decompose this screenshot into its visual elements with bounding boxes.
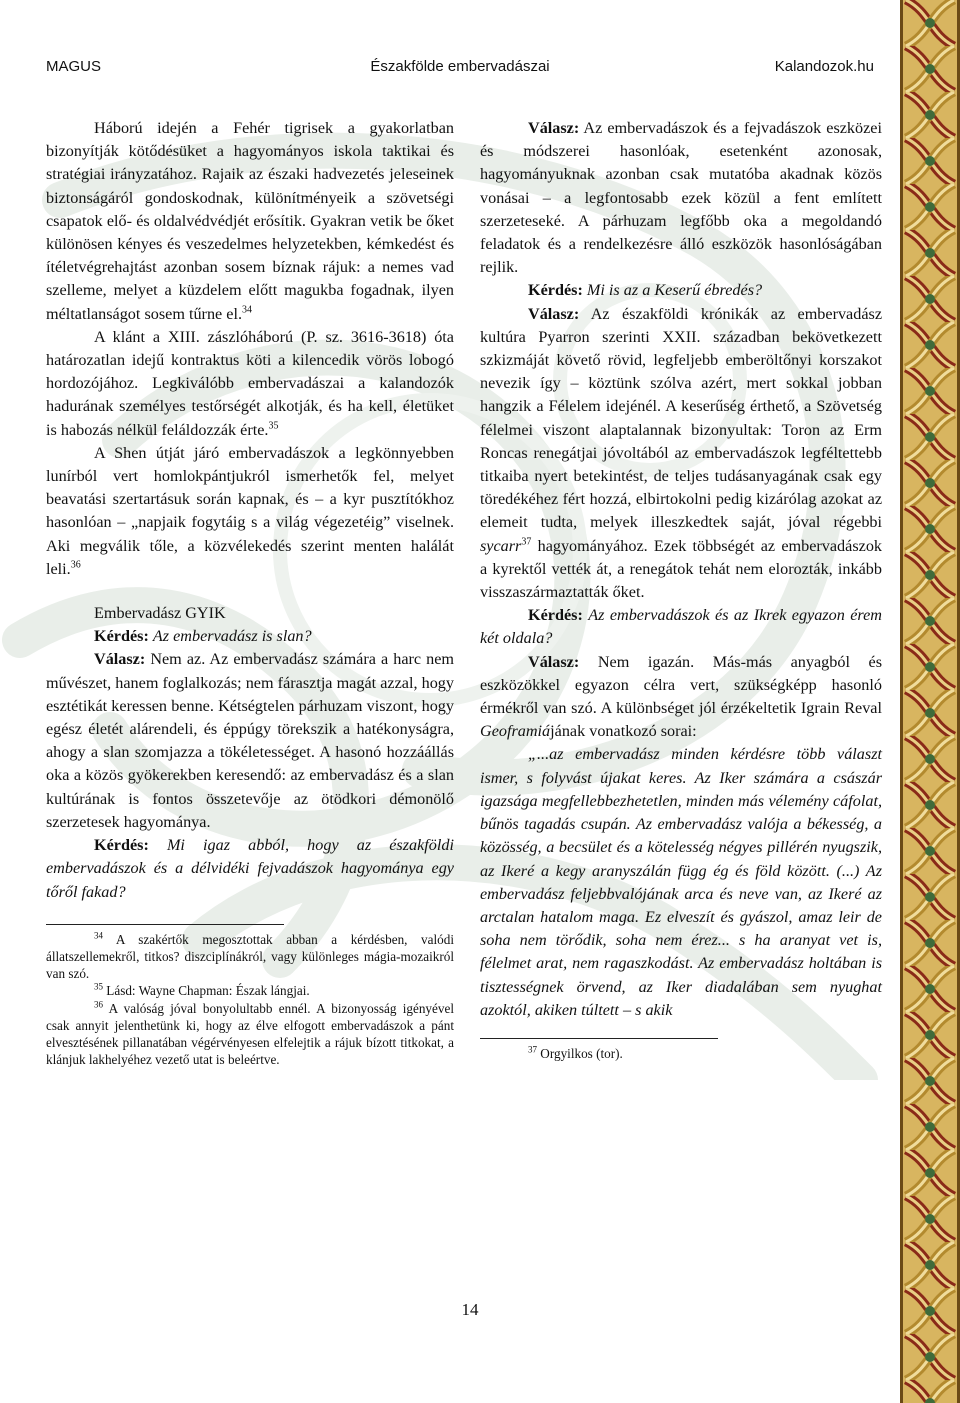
paragraph-clan-contract: A klánt a XIII. zászlóháború (P. sz. 3616-3618) óta határozatlan idejű kontraktus köti a kilencedik vörös lobogó hordozójához. Legkiválóbb embervadászai a kalandozók hadurának személyes testőrségét alkotják, és ha kell, életüket is habozás nélkül feláldozzák érte.$^{35}$: [46, 327, 454, 439]
footnote-divider: [46, 924, 284, 925]
footnote-divider-right: [480, 1038, 718, 1039]
answer-4: Válasz: Nem igazán. Más-más anyagból és eszközökkel egyazon célra vert, szükségképp hasonló érmékről van szó. A különbséget jól érzékeltetik Igrain Reval Geoframiájának vonatkozó sorai:: [480, 652, 883, 741]
footnote-37: $^{37}$ Orgyilkos (tor).: [528, 1044, 623, 1061]
answer-2: Válasz: Az embervadászok és a fejvadászok eszközei és módszerei hasonlóak, esetenként azonosak, hagyományuknak azonban csak mutatóba akadnak közös vonásai – a legfontosabb ezek közül a fent említett szerzeteseké. A párhuzam legfőbb oka a megoldandó feladatok és a rendelkezésre álló eszközök hasonlóságában rejlik.: [480, 119, 882, 277]
footnote-ref-36[interactable]: 36: [70, 559, 81, 571]
question-1: Kérdés: Az embervadász is slan?: [94, 627, 312, 646]
page-number: 14: [461, 1300, 479, 1319]
gyik-heading: Embervadász GYIK: [94, 604, 226, 623]
footnote-ref-37[interactable]: 37: [521, 536, 532, 548]
question-2: Kérdés: Mi igaz abból, hogy az északföldi embervadászok és a délvidéki fejvadászok hagyománya egy tőről fakad?: [46, 836, 454, 901]
left-column: [46, 117, 454, 1068]
question-3: Kérdés: Mi is az a Keserű ébredés?: [528, 281, 763, 300]
footnote-ref-35[interactable]: 35: [268, 420, 279, 432]
right-column: [480, 117, 882, 1062]
footnote-35: $^{35}$ Lásd: Wayne Chapman: Észak lángjai.: [94, 981, 310, 999]
footnote-36: $^{36}$ A valóság jóval bonyolultabb ennél. A bizonyosság igényével csak annyit jelenthetünk ki, hogy az élve elfogott embervadászok a pánt elvesztésének pillanatában végérvényesen elfelejtik a rájuk bízott titkokat, a klánjuk lakhelyéhez vezető utat is beleértve.: [46, 999, 454, 1068]
page-header: [46, 58, 874, 80]
answer-3: Válasz: Az északföldi krónikák az embervadász kultúra Pyarron szerinti XXII. században bekövetkezett szkizmáját követő rövid, legfeljebb emberöltőnyi korszakot nevezik így – köztünk szólva azért, mert sokkal jobban hangzik a Félelem idejénél. A keserűség érthető, a Szövetség félelmei viszont alaptalannak bizonyultak: Toron az Erm Roncas renegátjai jóvoltából az embervadászok legféltettebb titkaiba nyert betekintést, de teljes tudásanyagának csak egy töredékéhez fért hozzá, elbirtokolni pedig kizárólag azokat az elemeit tudta, melyek illeszkedtek saját, jóval régebbi sycarr$^{37}$ hagyományához. Ezek többségét az embervadászok a kyrektől vették át, a renegátok tehát nem elorozták, inkább visszaszármaztatták őket.: [480, 304, 883, 602]
footnote-ref-34[interactable]: 34: [242, 304, 252, 316]
decorative-border: [900, 0, 960, 1403]
question-4: Kérdés: Az embervadászok és az Ikrek egyazon érem két oldala?: [480, 606, 882, 648]
header-right: Kalandozok.hu: [774, 58, 874, 75]
footnote-34: $^{34}$ A szakértők megosztottak abban a kérdésben, valódi állatszellemekről, titkos? diszciplínákról, vagy különleges mágia-mozaikról van szó.: [46, 930, 454, 982]
header-title: Északfölde embervadászai: [370, 58, 550, 75]
header-left: MAGUS: [46, 58, 102, 75]
answer-1: Válasz: Nem az. Az embervadász számára a harc nem művészet, hanem foglalkozás; nem fárasztja magát azzal, hogy esztétikát keressen benne. Kétségtelen párhuzam viszont, hogy egész életét alárendeli, és éppúgy törekszik a hatékonyságra, ahogy a slan szomjazza a tökéletességet. A hasonó hozzáállás oka a közös gyökerekben keresendő: az embervadász és a slan kultúrának is fontos összetevője az ötödkori démonölő szerzetesek hagyománya.: [46, 650, 455, 831]
paragraph-white-tigers: Háború idején a Fehér tigrisek a gyakorlatban bizonyítják kötődésüket a hagyományos iskola taktikai és stratégiai irányzatához. Rajaik az északi hadvezetés jeleseinek biztonságáról gondoskodnak, különítményeik a szövetségi csapatok elő- és oldalvédvédjét erősítik. Gyakran vetik be őket különösen kényes és veszedelmes helyzetekben, kémkedést és ítéletvégrehajtást azonban sosem bíznak rájuk: a nemes vad szelleme, melyet a küzdelem előtt magukba fogadnak, ilyen méltatlanságot sosem tűrne el.$^{34}$: [46, 119, 454, 323]
paragraph-shen-path: A Shen útját járó embervadászok a legkönnyebben lunírból vert homlokpántjukról ismerhetők fel, melyet beavatási szertartásuk során kapnak, és – a kyr pusztítókhoz hasonlóan – „napjaik fogytáig s a világ végezetéig” viselnek. Aki megválik tőle, a közvélekedés szerint menten halálát leli.$^{36}$: [46, 443, 454, 578]
quote-geoframia: „...az embervadász minden kérdésre több választ ismer, s folyvást újakat keres. Az Iker számára a császár igazsága megfellebbezhetetlen, minden más vélemény cáfolat, bűnös tagadás csupán. Az embervadász valója a békesség, a közösség, a becsület és a kötelesség négyes pillérén nyugszik, az Ikeré a kegy aranyszálán függ ég és föld között. (...) Az embervadász feljebbvalójának arca és neve van, az Ikeré az arctalan hatalom maga. Ez elveszít és gyászol, amaz leir de soha nem törődik, soha nem érez... s ha aranyat vet is, félelmet arat, nem ragaszkodást. Az embervadász holtában is tisztességnek örvend, az Iker diadalában sem nyughat azoktól, akiken túltett – s akik: [480, 745, 882, 1019]
